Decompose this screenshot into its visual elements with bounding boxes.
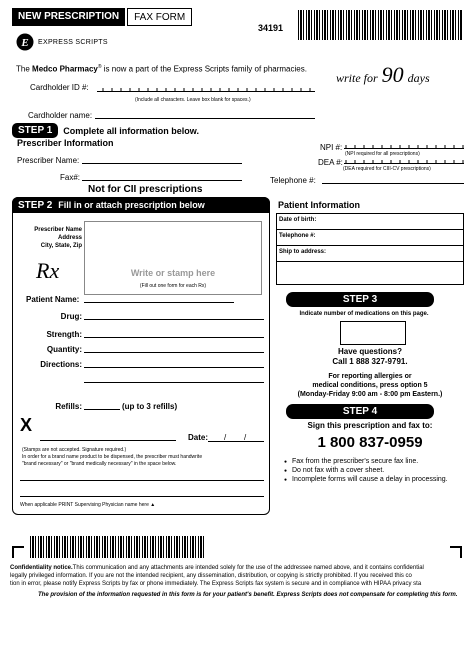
directions-label: Directions:: [40, 360, 82, 369]
date-field[interactable]: [208, 441, 264, 442]
intro-prefix: The: [16, 64, 30, 74]
cardholder-id-label: Cardholder ID #:: [30, 83, 89, 92]
directions-field-1[interactable]: [84, 367, 264, 368]
step1-heading: Complete all information below.: [63, 125, 199, 136]
stamp-text: Write or stamp here: [130, 268, 216, 278]
intro-brand: Medco Pharmacy: [32, 64, 98, 74]
tagline-prefix: write for: [336, 71, 378, 85]
brand-note-2: In order for a brand name product to be dispensed, the prescriber must handwrite: [22, 454, 203, 460]
npi-field[interactable]: [344, 144, 464, 149]
prescriber-name-field[interactable]: [82, 163, 242, 164]
patient-info-table: [276, 213, 464, 285]
brand-note-3: "brand necessary" or "brand medically necessary" in the space below.: [22, 461, 177, 467]
notice-line-2: legally privileged information. If you are not the intended recipient, any dissemination, distribution, or copying is strictly prohibited. If you received this co: [10, 573, 412, 579]
supervising-physician-label: [20, 502, 155, 508]
allergy-block: [276, 372, 464, 399]
cardholder-id-field[interactable]: [97, 87, 315, 92]
quantity-label: Quantity:: [46, 345, 82, 354]
dob-row[interactable]: Date of birth:: [277, 214, 463, 230]
step2-heading: Fill in or attach prescription below: [58, 200, 205, 210]
questions-phone: Call 1 888 327-9791.: [332, 357, 408, 366]
form-title-bar: [12, 8, 192, 26]
telephone-label: Telephone #:: [270, 176, 316, 185]
form-title-right: FAX FORM: [127, 8, 192, 26]
arrow-up-icon: ▲: [150, 502, 156, 508]
ship-to-row[interactable]: Ship to address:: [277, 246, 463, 262]
step1-badge: STEP 1: [12, 123, 58, 138]
brand-note: [22, 447, 202, 468]
form-number: 34191: [258, 23, 284, 33]
dea-field[interactable]: [344, 159, 464, 164]
fax-field[interactable]: [82, 180, 242, 181]
cardholder-id-hint: (Include all characters. Leave box blank for spaces.): [135, 97, 251, 103]
express-scripts-logo: [16, 33, 108, 51]
form-title-left: NEW PRESCRIPTION: [12, 8, 125, 26]
questions-heading: Have questions?: [337, 347, 402, 356]
telephone-row[interactable]: Telephone #:: [277, 230, 463, 246]
drug-label: Drug:: [60, 312, 82, 321]
cardholder-name-label: Cardholder name:: [28, 111, 93, 120]
tagline-suffix: days: [407, 71, 430, 85]
signature-field[interactable]: [40, 440, 176, 441]
patient-info-heading: Patient Information: [278, 200, 361, 210]
svg-text:E: E: [21, 37, 29, 49]
step3-badge: STEP 3: [286, 292, 434, 307]
intro-line: The Medco Pharmacy® is now a part of the Express Scripts family of pharmacies.: [16, 64, 307, 74]
supervising-physician-text: When applicable PRINT Supervising Physician name here: [20, 502, 149, 508]
step4-instruction: Sign this prescription and fax to:: [307, 421, 433, 430]
prescriber-address-labels: [20, 226, 82, 250]
strength-label: Strength:: [46, 330, 82, 339]
step2-header: [12, 197, 270, 213]
step1-header: [12, 123, 199, 138]
drug-field[interactable]: [84, 319, 264, 320]
telephone-field[interactable]: [322, 183, 464, 184]
date-label: Date:: [188, 433, 209, 442]
prescriber-info-heading: Prescriber Information: [17, 138, 114, 148]
quantity-field[interactable]: [84, 352, 264, 353]
date-sep-2: /: [244, 433, 247, 442]
confidentiality-notice: [10, 564, 470, 588]
top-barcode: [298, 10, 462, 40]
allergy-line-2: medical conditions, press option 5: [312, 382, 428, 389]
bullet-3: ● Incomplete forms will cause a delay in processing.: [292, 475, 462, 484]
bottom-barcode: [30, 536, 206, 558]
brand-necessary-field-2[interactable]: [20, 496, 264, 497]
tagline-number: 90: [381, 62, 404, 87]
corner-mark-left: [12, 546, 24, 558]
notice-line-1: This communication and any attachments are intended solely for the use of the addressee named above, and it contains confidential: [72, 565, 424, 571]
npi-label: NPI #:: [320, 143, 343, 152]
not-for-cii: Not for CII prescriptions: [88, 184, 203, 195]
refills-label: Refills:: [55, 402, 82, 411]
fax-number: 1 800 837-0959: [317, 434, 423, 451]
dea-hint: (DEA required for CIII-CV prescriptions): [343, 166, 431, 172]
patient-name-field[interactable]: [84, 302, 234, 303]
prescriber-label-city: City, State, Zip: [40, 243, 82, 249]
bullet-1: ● Fax from the prescriber's secure fax line.: [292, 457, 462, 466]
provision-note: The provision of the information requested in this form is for your patient's benefit. Express Scripts does not compensate for completing this form.: [38, 592, 458, 598]
signature-x: X: [20, 415, 33, 435]
corner-mark-right: [450, 546, 462, 558]
fax-label: Fax#:: [60, 173, 81, 182]
prescriber-label-name: Prescriber Name: [34, 227, 82, 233]
strength-field[interactable]: [84, 337, 264, 338]
notice-line-3: tion in error, please notify Express Scripts by fax or phone immediately. The Express Scripts fax system is secure and in compliance with HIPAA privacy sta: [10, 581, 422, 587]
stamp-hint: (Fill out one form for each Rx): [139, 283, 207, 289]
tagline: [336, 62, 430, 88]
brand-note-1: (Stamps are not accepted. Signature required.): [22, 447, 127, 453]
step3-instruction: Indicate number of medications on this page.: [299, 311, 429, 317]
logo-text: EXPRESS SCRIPTS: [38, 38, 108, 46]
refills-field[interactable]: [84, 409, 120, 410]
allergy-line-3: (Monday-Friday 9:00 am - 8:00 pm Eastern.): [297, 391, 443, 398]
directions-field-2[interactable]: [84, 382, 264, 383]
medication-count-field[interactable]: [340, 321, 406, 345]
allergy-line-1: For reporting allergies or: [328, 373, 412, 380]
patient-name-label: Patient Name:: [26, 295, 80, 304]
intro-suffix: is now a part of the Express Scripts family of pharmacies.: [103, 64, 307, 74]
brand-necessary-field-1[interactable]: [20, 480, 264, 481]
refills-hint: (up to 3 refills): [122, 402, 178, 411]
express-scripts-logo-icon: [16, 33, 34, 51]
step4-bullets: [292, 457, 462, 484]
step4-badge: STEP 4: [286, 404, 434, 419]
rx-symbol: Rx: [36, 258, 60, 283]
stamp-area[interactable]: [84, 221, 262, 295]
prescriber-label-address: Address: [57, 235, 82, 241]
prescriber-name-label: Prescriber Name:: [17, 156, 80, 165]
cardholder-name-field[interactable]: [95, 118, 315, 119]
date-sep-1: /: [224, 433, 227, 442]
bullet-2: ● Do not fax with a cover sheet.: [292, 466, 462, 475]
notice-label: Confidentiality notice.: [10, 565, 73, 571]
npi-hint: (NPI required for all prescriptions): [345, 151, 420, 157]
questions-block: [276, 347, 464, 367]
step2-badge: STEP 2: [18, 199, 53, 211]
dea-label: DEA #:: [318, 158, 343, 167]
